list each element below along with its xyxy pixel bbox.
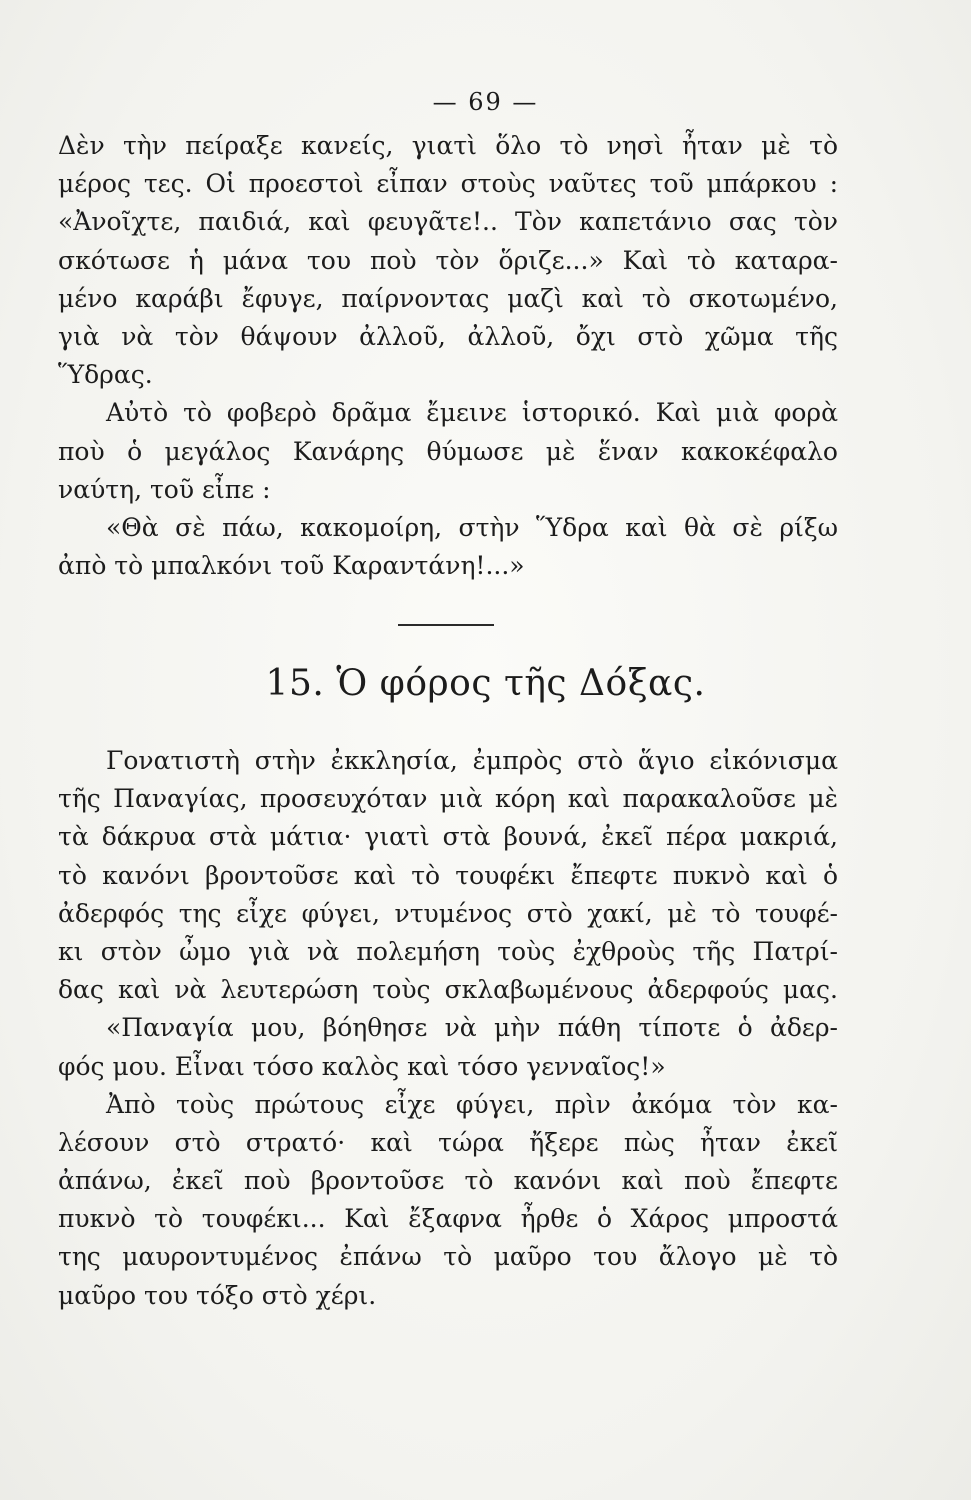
text-line: Ὕδρας. bbox=[58, 360, 153, 390]
paragraph-block-tribute-of-glory bbox=[58, 742, 838, 1315]
text-line: «Ἀνοῖχτε, παιδιά, καὶ φευγᾶτε!.. Τὸν καπετάνιο σας τὸν bbox=[58, 207, 838, 237]
page-number: — 69 — bbox=[432, 88, 539, 116]
text-line: Δὲν τὴν πείραξε κανείς, γιατὶ ὅλο τὸ νησὶ ἦταν μὲ τὸ bbox=[58, 131, 838, 160]
text-line: «Παναγία μου, βόηθησε νὰ μὴν πάθη τίποτε ὁ ἀδερ- bbox=[106, 1013, 838, 1043]
text-line: ἀπάνω, ἐκεῖ ποὺ βροντοῦσε τὸ κανόνι καὶ ποὺ ἔπεφτε bbox=[58, 1166, 838, 1196]
text-line: Αὐτὸ τὸ φοβερὸ δρᾶμα ἔμεινε ἱστορικό. Καὶ μιὰ φορὰ bbox=[106, 398, 838, 428]
text-line: δας καὶ νὰ λευτερώση τοὺς σκλαβωμένους ἀδερφούς μας. bbox=[58, 975, 838, 1005]
text-line: κι στὸν ὦμο γιὰ νὰ πολεμήση τοὺς ἐχθροὺς τῆς Πατρί- bbox=[58, 936, 838, 966]
text-line: «Θὰ σὲ πάω, κακομοίρη, στὴν Ὕδρα καὶ θὰ σὲ ρίξω bbox=[106, 512, 838, 542]
text-line: σκότωσε ἡ μάνα του ποὺ τὸν ὅριζε...» Καὶ τὸ καταρα- bbox=[58, 245, 838, 275]
text-line: μένο καράβι ἔφυγε, παίρνοντας μαζὶ καὶ τὸ σκοτωμένο, bbox=[58, 283, 838, 313]
text-line: ναύτη, τοῦ εἶπε : bbox=[58, 474, 271, 504]
text-line: ποὺ ὁ μεγάλος Κανάρης θύμωσε μὲ ἕναν κακοκέφαλο bbox=[58, 436, 838, 466]
text-line: της μαυροντυμένος ἐπάνω τὸ μαῦρο του ἄλογο μὲ τὸ bbox=[58, 1242, 838, 1272]
text-line: Ἀπὸ τοὺς πρώτους εἶχε φύγει, πρὶν ἀκόμα τὸν κα- bbox=[106, 1089, 838, 1119]
text-line: ἀδερφός της εἶχε φύγει, ντυμένος στὸ χακί, μὲ τὸ τουφέ- bbox=[58, 898, 838, 928]
text-line: τὸ κανόνι βροντοῦσε καὶ τὸ τουφέκι ἔπεφτε πυκνὸ καὶ ὁ bbox=[58, 860, 838, 890]
text-line: τὰ δάκρυα στὰ μάτια· γιατὶ στὰ βουνά, ἐκεῖ πέρα μακριά, bbox=[58, 822, 838, 852]
text-line: μαῦρο του τόξο στὸ χέρι. bbox=[58, 1280, 377, 1310]
text-line: φός μου. Εἶναι τόσο καλὸς καὶ τόσο γενναῖος!» bbox=[58, 1051, 666, 1081]
text-line: μέρος τες. Οἱ προεστοὶ εἶπαν στοὺς ναῦτες τοῦ μπάρκου : bbox=[58, 169, 838, 199]
text-line: ἀπὸ τὸ μπαλκόνι τοῦ Καραντάνη!...» bbox=[58, 551, 525, 581]
chapter-heading: 15. Ὁ φόρος τῆς Δόξας. bbox=[265, 663, 706, 704]
text-line: τῆς Παναγίας, προσευχόταν μιὰ κόρη καὶ παρακαλοῦσε μὲ bbox=[58, 784, 838, 814]
paragraph-block-hydra-story bbox=[58, 127, 838, 585]
section-separator-rule bbox=[398, 624, 494, 626]
text-line: γιὰ νὰ τὸν θάψουν ἀλλοῦ, ἀλλοῦ, ὄχι στὸ χῶμα τῆς bbox=[58, 321, 838, 351]
text-line: λέσουν στὸ στρατό· καὶ τώρα ἤξερε πὼς ἦταν ἐκεῖ bbox=[58, 1127, 838, 1157]
text-line: Γονατιστὴ στὴν ἐκκλησία, ἐμπρὸς στὸ ἅγιο εἰκόνισμα bbox=[106, 746, 838, 775]
text-line: πυκνὸ τὸ τουφέκι... Καὶ ἔξαφνα ἦρθε ὁ Χάρος μπροστά bbox=[58, 1204, 838, 1234]
